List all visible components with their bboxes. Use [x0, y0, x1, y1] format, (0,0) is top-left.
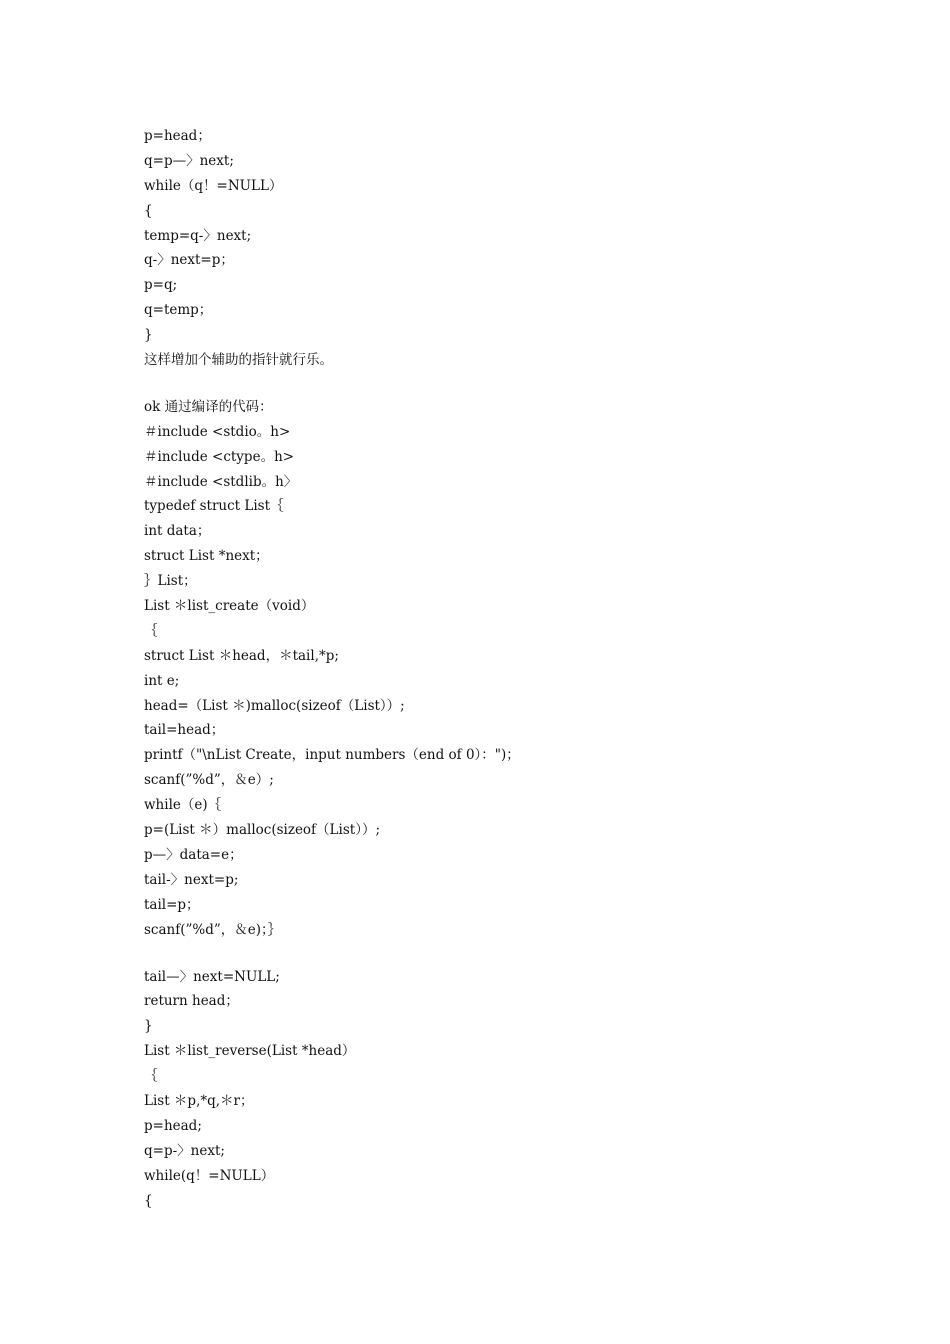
code-block-1 [144, 124, 864, 373]
text-line: } [144, 327, 153, 344]
text-line: head=（List ＊)malloc(sizeof（List））; [144, 697, 405, 714]
text-line: tail=p； [144, 896, 200, 913]
code-block-2 [144, 395, 864, 943]
paragraph-gap [144, 373, 864, 395]
text-line: int e; [144, 672, 180, 689]
text-line: scanf(”%d”，＆e)；｝ [144, 921, 282, 938]
text-line: { [144, 202, 153, 219]
code-content [144, 124, 864, 1213]
text-line: temp=q-〉next; [144, 227, 252, 244]
text-line: ＃include <stdio。h> [144, 423, 291, 440]
text-line: int data； [144, 523, 211, 540]
text-line: p=head； [144, 128, 211, 144]
text-line: p—〉data=e； [144, 846, 243, 863]
text-line: List ＊p,*q,＊r； [144, 1092, 254, 1109]
text-line: ｛ [144, 622, 158, 639]
text-line: struct List ＊head，＊tail,*p; [144, 647, 339, 664]
text-line: printf（"\nList Create，input numbers（end of 0）：")； [144, 747, 520, 764]
text-line: while（q！=NULL） [144, 177, 283, 194]
text-line: ok 通过编译的代码： [144, 398, 273, 415]
text-line: tail-〉next=p; [144, 871, 239, 888]
text-line: ＃include <stdlib。h〉 [144, 473, 298, 490]
paragraph-gap [144, 943, 864, 965]
text-line: List ＊list_reverse(List *head） [144, 1043, 356, 1060]
text-line: List ＊list_create（void） [144, 598, 315, 615]
text-line: scanf(”%d”，＆e）; [144, 772, 274, 789]
text-line: struct List *next； [144, 548, 269, 565]
text-line: while(q！=NULL） [144, 1167, 275, 1184]
text-line: p=q; [144, 277, 178, 294]
text-line: tail—〉next=NULL; [144, 968, 280, 985]
text-line: q-〉next=p； [144, 252, 234, 269]
text-line: ＃include <ctype。h> [144, 448, 295, 465]
text-line: q=p-〉next; [144, 1142, 225, 1159]
text-line: { [144, 1192, 153, 1209]
text-line: } [144, 1018, 153, 1035]
text-line: ｝List； [144, 573, 197, 590]
code-block-3 [144, 965, 864, 1214]
text-line: return head； [144, 993, 239, 1010]
text-line: ｛ [144, 1068, 158, 1085]
text-line: q=p—〉next; [144, 152, 234, 169]
text-line: typedef struct List｛ [144, 498, 284, 515]
text-line: q=temp； [144, 302, 213, 319]
text-line: 这样增加个辅助的指针就行乐。 [144, 352, 333, 369]
text-line: tail=head； [144, 722, 225, 739]
text-line: p=(List ＊）malloc(sizeof（List））; [144, 822, 380, 839]
text-line: p=head; [144, 1117, 202, 1134]
text-line: while（e)｛ [144, 797, 222, 814]
